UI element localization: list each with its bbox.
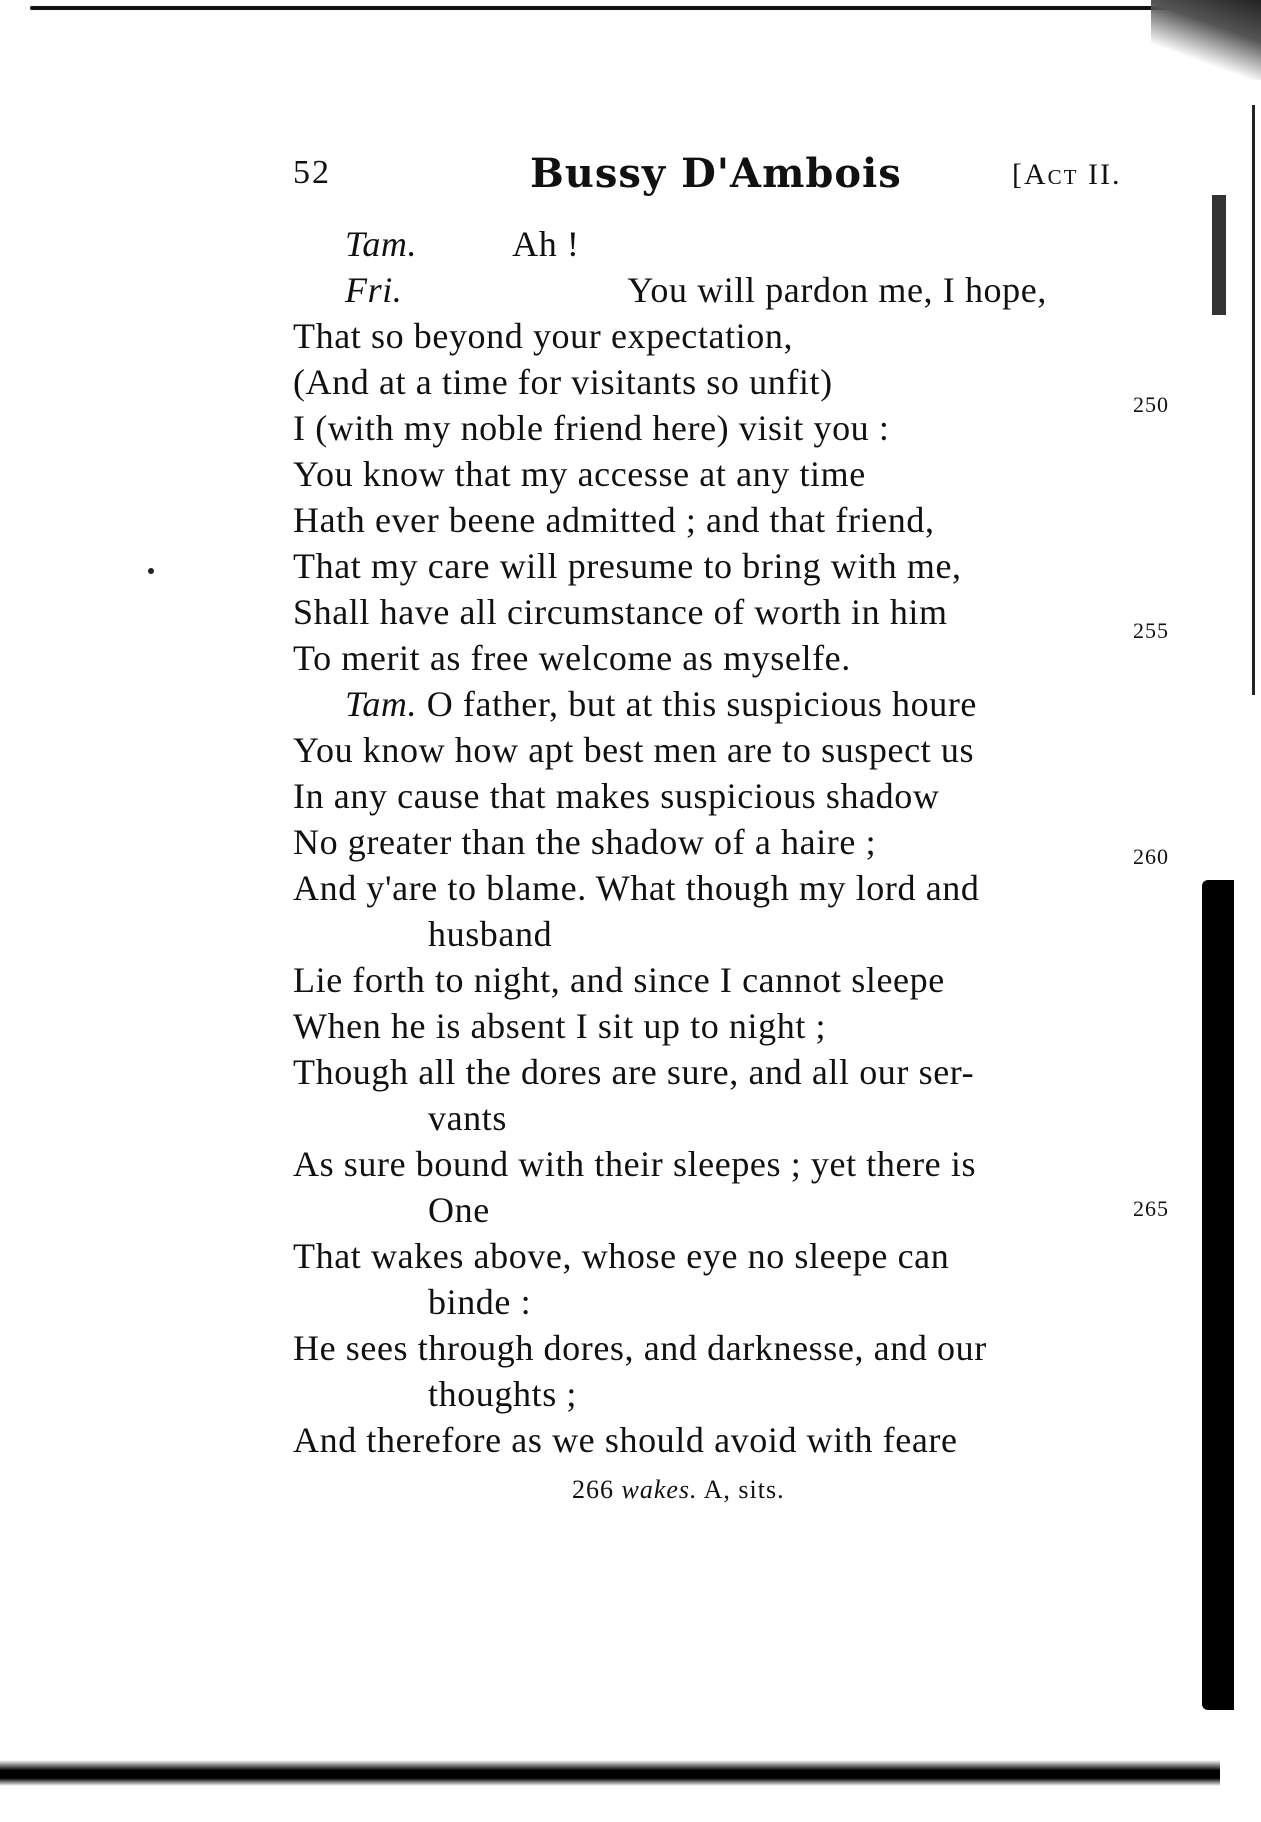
scan-shadow-corner: [1151, 0, 1261, 80]
footnote-lemma: wakes.: [621, 1475, 698, 1504]
verse-line: In any cause that makes suspicious shadow: [293, 776, 940, 816]
act-label-text: [Act II.: [1012, 158, 1122, 191]
footnote-reading: A, sits.: [703, 1475, 785, 1504]
line-number: 260: [1133, 844, 1169, 869]
verse-line: And y'are to blame. What though my lord and: [293, 868, 980, 908]
page-number: 52: [293, 154, 331, 191]
line-number: 265: [1133, 1196, 1169, 1221]
ink-speck: [148, 568, 154, 574]
footnote: [572, 1475, 785, 1505]
verse-line: That so beyond your expectation,: [293, 316, 794, 356]
verse-line: That my care will presume to bring with me,: [293, 546, 962, 586]
verse-line: Lie forth to night, and since I cannot sleepe: [293, 960, 945, 1000]
line-number: 250: [1133, 392, 1169, 417]
verse-line-continuation: binde :: [428, 1282, 532, 1322]
verse-line: You know how apt best men are to suspect us: [293, 730, 975, 770]
verse-line: And therefore as we should avoid with feare: [293, 1420, 958, 1460]
verse-line-continuation: vants: [428, 1098, 507, 1138]
verse-line: As sure bound with their sleepes ; yet there is: [293, 1144, 977, 1184]
verse-line: No greater than the shadow of a haire ;: [293, 822, 877, 862]
verse-line: He sees through dores, and darknesse, and our: [293, 1328, 987, 1368]
line-text: You will pardon me, I hope,: [627, 270, 1047, 310]
verse-line: Hath ever beene admitted ; and that friend,: [293, 500, 935, 540]
scan-shadow-small: [1212, 195, 1226, 315]
verse-line: [345, 682, 977, 726]
verse-line: You know that my accesse at any time: [293, 454, 866, 494]
verse-line: Though all the dores are sure, and all our ser-: [293, 1052, 975, 1092]
line-text: Ah !: [512, 224, 580, 264]
verse-line: [345, 268, 1047, 312]
scan-edge-bottom: [0, 1760, 1220, 1786]
verse-line: That wakes above, whose eye no sleepe can: [293, 1236, 950, 1276]
running-title: Bussy D'Ambois: [530, 150, 902, 197]
line-number: 255: [1133, 618, 1169, 643]
verse-line-continuation: husband: [428, 914, 553, 954]
verse-line-continuation: One: [428, 1190, 490, 1230]
verse-line: (And at a time for visitants so unfit): [293, 362, 833, 402]
verse-line: To merit as free welcome as myselfe.: [293, 638, 851, 678]
page-header: [0, 150, 1261, 210]
speaker-name: Fri.: [345, 270, 403, 310]
scan-shadow-right: [1202, 880, 1234, 1710]
act-label: [1012, 158, 1121, 192]
footnote-number: 266: [572, 1475, 614, 1504]
line-text: O father, but at this suspicious houre: [426, 684, 978, 724]
scan-edge-top: [30, 6, 1230, 10]
speaker-name: Tam.: [345, 224, 418, 264]
verse-line: [345, 222, 580, 266]
verse-line-continuation: thoughts ;: [428, 1374, 578, 1414]
verse-line: I (with my noble friend here) visit you :: [293, 408, 890, 448]
verse-line: Shall have all circumstance of worth in him: [293, 592, 948, 632]
speaker-name: Tam.: [345, 684, 418, 724]
verse-line: When he is absent I sit up to night ;: [293, 1006, 827, 1046]
